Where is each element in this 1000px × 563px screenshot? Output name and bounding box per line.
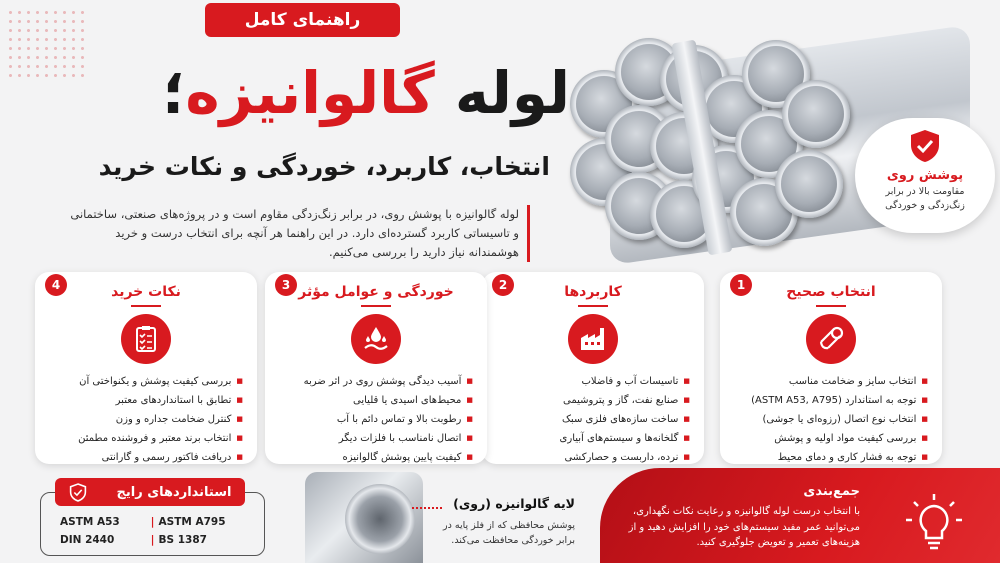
list-item: ■ توجه به فشار کاری و دمای محیط xyxy=(726,448,928,467)
divider xyxy=(131,305,161,307)
card-title: خوردگی و عوامل مؤثر xyxy=(298,284,454,300)
layer-title: لایه گالوانیزه (روی) xyxy=(453,496,575,511)
card-list xyxy=(271,372,473,467)
card-title: نکات خرید xyxy=(111,284,181,300)
card-corrosion xyxy=(265,272,487,464)
factory-icon xyxy=(568,314,618,364)
card-title: کاربردها xyxy=(564,284,622,300)
standard-item: ASTM A53 xyxy=(60,516,120,528)
list-item: ■ آسیب دیدگی پوشش روی در اثر ضربه xyxy=(271,372,473,391)
standards-header xyxy=(55,478,245,506)
card-list xyxy=(41,372,243,467)
list-item: ■ کنترل ضخامت جداره و وزن xyxy=(41,410,243,429)
card-list xyxy=(726,372,928,467)
intro-text: لوله گالوانیزه با پوشش روی، در برابر زنگ‌زدگی مقاوم است و در پروژه‌های صنعتی، ساختمانی و تاسیساتی کاربرد گسترده‌ای دارد. در این راهنما هر آنچه برای انتخاب درست و خرید هوشمندانه نیاز دارید را بررسی می‌کنیم. xyxy=(70,205,530,262)
badge-title: پوشش روی xyxy=(886,168,964,183)
list-item: ■ نرده، داربست و حصارکشی xyxy=(488,448,690,467)
corrosion-icon xyxy=(351,314,401,364)
conclusion-panel xyxy=(600,468,1000,563)
list-item: ■ رطوبت بالا و تماس دائم با آب xyxy=(271,410,473,429)
title-word-1: لوله xyxy=(434,59,570,127)
shield-check-icon xyxy=(908,128,942,164)
card-selection xyxy=(720,272,942,464)
card-number: 1 xyxy=(730,274,752,296)
conclusion-text: با انتخاب درست لوله گالوانیزه و رعایت نکات نگهداری، می‌توانید عمر مفید سیستم‌های خود را افزایش دهید و از هزینه‌های تعمیر و تعویض جلوگیری کنید. xyxy=(628,506,860,548)
standard-item: DIN 2440 xyxy=(60,534,115,546)
list-item: ■ صنایع نفت، گاز و پتروشیمی xyxy=(488,391,690,410)
list-item: ■ انتخاب برند معتبر و فروشنده مطمئن xyxy=(41,429,243,448)
card-number: 3 xyxy=(275,274,297,296)
zinc-coating-badge xyxy=(855,118,995,233)
title-punct: ؛ xyxy=(162,59,186,127)
layer-text: پوشش محافظی که از فلز پایه در برابر خوردگی محافظت می‌کند. xyxy=(443,520,575,546)
list-item: ■ بررسی کیفیت پوشش و یکنواختی آن xyxy=(41,372,243,391)
pointer-line xyxy=(412,507,442,509)
list-item: ■ کیفیت پایین پوشش گالوانیزه xyxy=(271,448,473,467)
divider xyxy=(578,305,608,307)
card-number: 2 xyxy=(492,274,514,296)
list-item: ■ توجه به استاندارد (ASTM A53, A795) xyxy=(726,391,928,410)
list-item: ■ تطابق با استانداردهای معتبر xyxy=(41,391,243,410)
pipe-closeup-image xyxy=(305,472,423,563)
list-item: ■ اتصال نامناسب با فلزات دیگر xyxy=(271,429,473,448)
page-title xyxy=(40,59,570,127)
page-subtitle: انتخاب، کاربرد، خوردگی و نکات خرید xyxy=(98,152,550,181)
standard-item: BS 1387 xyxy=(158,534,207,546)
standard-item: ASTM A795 xyxy=(158,516,226,528)
divider xyxy=(361,305,391,307)
standards-list xyxy=(60,516,245,546)
list-item: ■ ساخت سازه‌های فلزی سبک xyxy=(488,410,690,429)
separator: | xyxy=(150,516,155,528)
divider xyxy=(816,305,846,307)
card-buying-tips xyxy=(35,272,257,464)
card-title: انتخاب صحیح xyxy=(786,284,876,300)
list-item: ■ تاسیسات آب و فاضلاب xyxy=(488,372,690,391)
list-item: ■ دریافت فاکتور رسمی و گارانتی xyxy=(41,448,243,467)
card-list xyxy=(488,372,690,467)
title-word-2: گالوانیزه xyxy=(185,59,435,127)
list-item: ■ بررسی کیفیت مواد اولیه و پوشش xyxy=(726,429,928,448)
separator: | xyxy=(150,534,155,546)
badge-text: مقاومت بالا در برابر زنگ‌زدگی و خوردگی xyxy=(885,186,965,211)
card-number: 4 xyxy=(45,274,67,296)
shield-check-icon xyxy=(69,483,87,502)
standards-title: استانداردهای رایج xyxy=(116,484,232,500)
list-item: ■ محیط‌های اسیدی یا قلیایی xyxy=(271,391,473,410)
lightbulb-icon xyxy=(902,490,966,554)
list-item: ■ انتخاب سایز و ضخامت مناسب xyxy=(726,372,928,391)
pipe-icon xyxy=(806,314,856,364)
list-item: ■ گلخانه‌ها و سیستم‌های آبیاری xyxy=(488,429,690,448)
guide-ribbon: راهنمای کامل xyxy=(205,3,400,37)
list-item: ■ انتخاب نوع اتصال (رزوه‌ای یا جوشی) xyxy=(726,410,928,429)
card-applications xyxy=(482,272,704,464)
checklist-icon xyxy=(121,314,171,364)
conclusion-title: جمع‌بندی xyxy=(803,484,860,499)
